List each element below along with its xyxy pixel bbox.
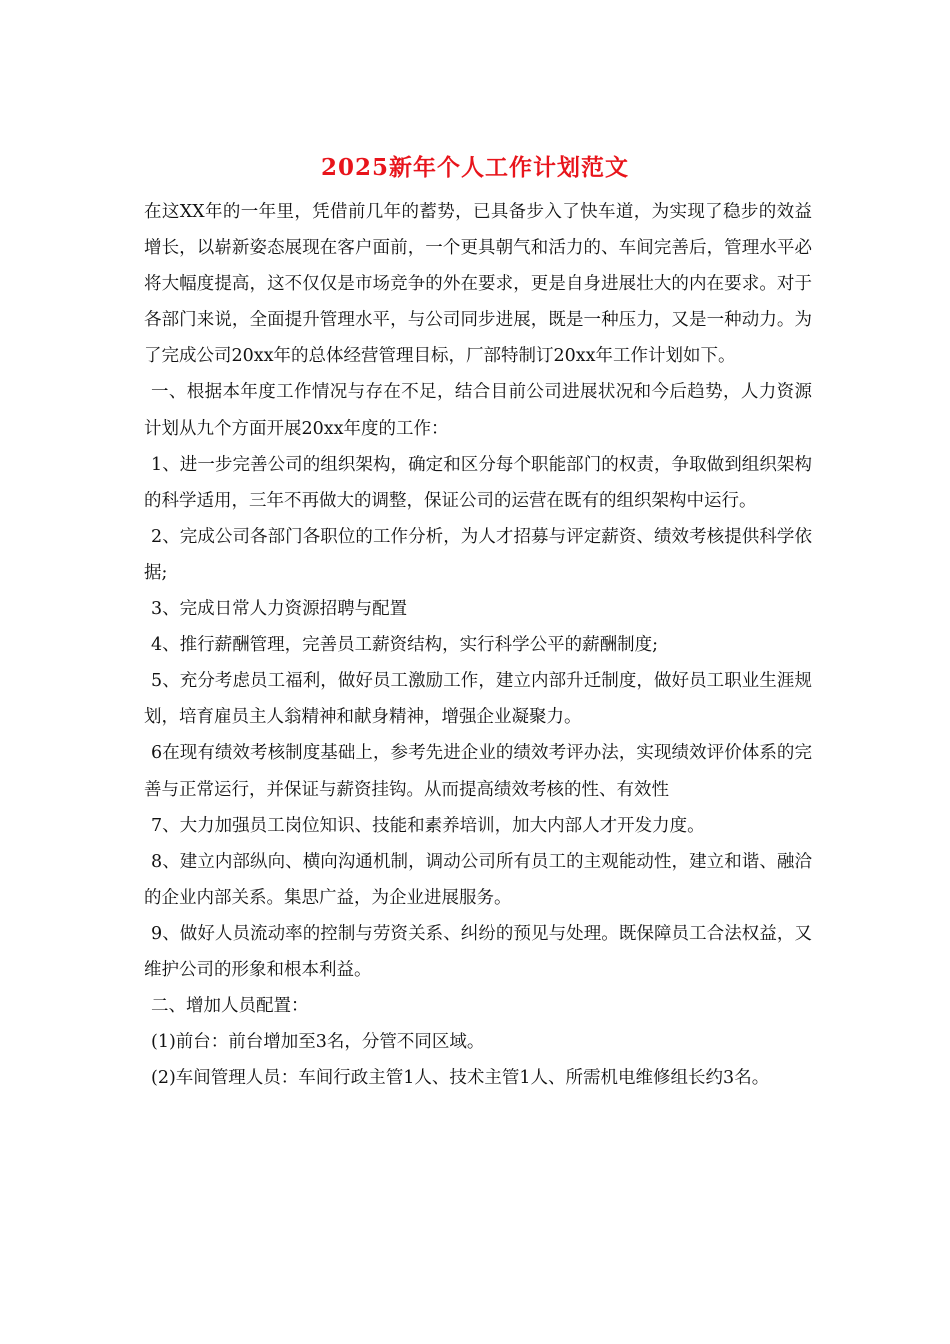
list-item-6: 6在现有绩效考核制度基础上，参考先进企业的绩效考评办法，实现绩效评价体系的完善与正常运行，并保证与薪资挂钩。从而提高绩效考核的性、有效性 [144, 743, 812, 800]
list-item-4: 4、推行薪酬管理，完善员工薪资结构，实行科学公平的薪酬制度; [151, 635, 659, 656]
staffing-item-1: (1)前台：前台增加至3名，分管不同区域。 [151, 1032, 485, 1053]
list-item-9: 9、做好人员流动率的控制与劳资关系、纠纷的预见与处理。既保障员工合法权益，又维护公司的形象和根本利益。 [144, 923, 812, 980]
section-two-heading: 二、增加人员配置： [151, 996, 309, 1017]
list-item-5: 5、充分考虑员工福利，做好员工激励工作，建立内部升迁制度，做好员工职业生涯规划，培育雇员主人翁精神和献身精神，增强企业凝聚力。 [144, 671, 812, 728]
document-body [144, 194, 812, 1096]
list-item-2: 2、完成公司各部门各职位的工作分析，为人才招募与评定薪资、绩效考核提供科学依据; [144, 526, 812, 583]
list-item-3: 3、完成日常人力资源招聘与配置 [151, 599, 408, 620]
document-title: 2025新年个人工作计划范文 [320, 154, 629, 181]
list-item-1: 1、进一步完善公司的组织架构，确定和区分每个职能部门的权责，争取做到组织架构的科学适用，三年不再做大的调整，保证公司的运营在既有的组织架构中运行。 [144, 454, 812, 511]
staffing-item-2: (2)车间管理人员：车间行政主管1人、技术主管1人、所需机电维修组长约3名。 [151, 1068, 770, 1089]
list-item-8: 8、建立内部纵向、横向沟通机制，调动公司所有员工的主观能动性，建立和谐、融洽的企业内部关系。集思广益，为企业进展服务。 [144, 851, 812, 908]
intro-paragraph: 在这XX年的一年里，凭借前几年的蓄势，已具备步入了快车道，为实现了稳步的效益增长，以崭新姿态展现在客户面前，一个更具朝气和活力的、车间完善后，管理水平必将大幅度提高，这不仅仅是市场竞争的外在要求，更是自身进展壮大的内在要求。对于各部门来说，全面提升管理水平，与公司同步进展，既是一种压力，又是一种动力。为了完成公司20xx年的总体经营管理目标，厂部特制订20xx年工作计划如下。 [144, 202, 812, 367]
list-item-7: 7、大力加强员工岗位知识、技能和素养培训，加大内部人才开发力度。 [151, 815, 705, 836]
section-one-heading: 一、根据本年度工作情况与存在不足，结合目前公司进展状况和今后趋势，人力资源计划从九个方面开展20xx年度的工作： [144, 382, 812, 439]
